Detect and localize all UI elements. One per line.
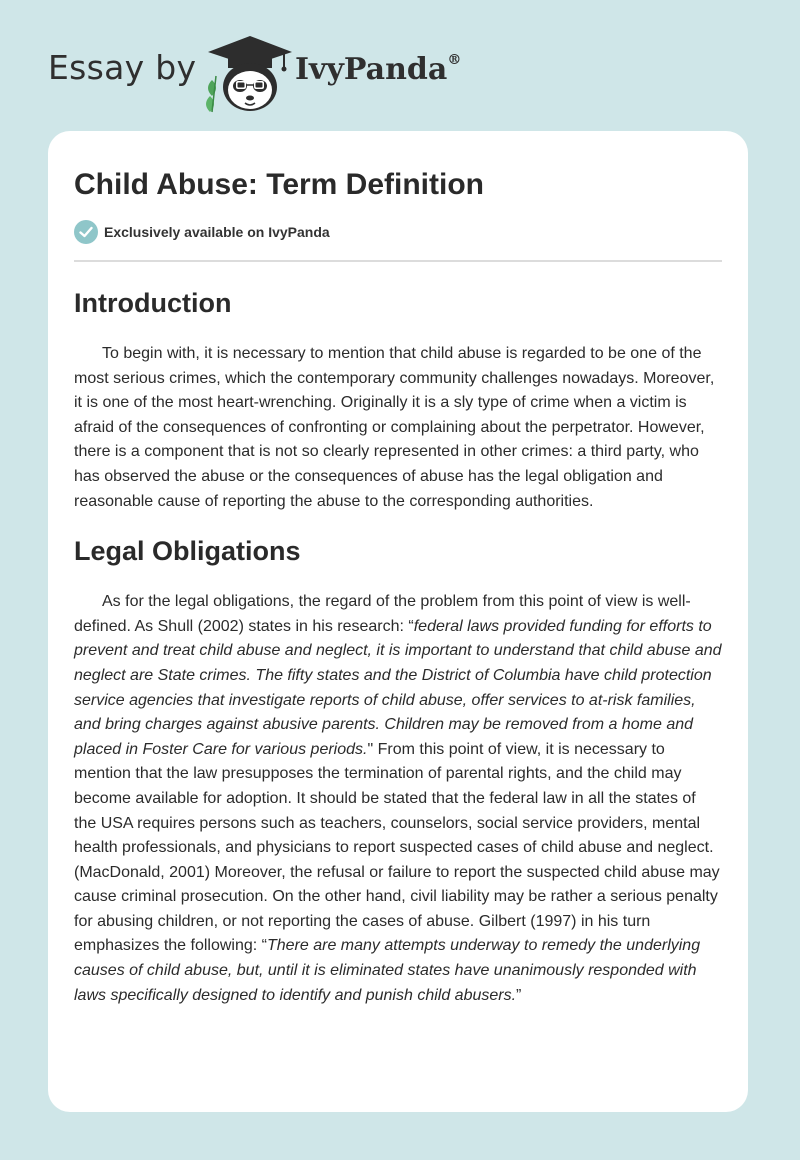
brand-name [295,52,461,87]
quote-gilbert: There are many attempts underway to remedy the underlying causes of child abuse, but, until it is eliminated states have unanimously responded with laws specifically designed to identify and punish child abusers. [74,937,701,1004]
site-header [0,0,800,130]
registered-mark: ® [447,52,462,68]
section-paragraph-introduction: To begin with, it is necessary to mention that child abuse is regarded to be one of the most serious crimes, which the contemporary community challenges nowadays. Moreover, it is one of the most heart-wrenching. Originally it is a sly type of crime when a victim is afraid of the consequences of confronting or complaining about the perpetrator. However, there is a component that is not so clearly represented in other crimes: a third party, who has observed the abuse or the consequences of abuse has the legal obligation and reasonable cause of reporting the abuse to the corresponding authorities. [74,345,715,510]
brand-name-text: IvyPanda [295,52,448,87]
divider [74,260,722,262]
paragraph-text: " From this point of view, it is necessary to mention that the law presupposes the termination of parental rights, and the child may become available for adoption. It should be stated that the federal law in all the states of the USA requires persons such as teachers, counselors, social service providers, mental health professionals, and physicians to report suspected cases of child abuse and neglect. (MacDonald, 2001) Moreover, the refusal or failure to report the suspected child abuse may cause criminal prosecution. On the other hand, civil liability may be rather a serious penalty for abusing children, or not reporting the cases of abuse. Gilbert (1997) in his turn emphasizes the following: “ [74,740,720,955]
section-heading-legal-obligations: Legal Obligations [74,536,301,567]
section-heading-introduction: Introduction [74,288,232,318]
paragraph-text: As for the legal obligations, the regard of the problem from this point of view is well-defined. As Shull (2002) states in his research: “ [74,593,691,635]
check-icon [74,220,98,244]
exclusive-badge [74,220,722,244]
article-title: Child Abuse: Term Definition [74,168,484,201]
article-card [48,131,748,1112]
paragraph-text: ” [516,986,522,1004]
section-paragraph-legal-obligations [74,590,722,1008]
ivypanda-logo-icon[interactable] [198,32,294,116]
quote-shull: federal laws provided funding for efforts to prevent and treat child abuse and neglect, it is important to understand that child abuse and neglect are State crimes. The fifty states and the District of Columbia have child protection service agencies that investigate reports of child abuse, offer services to at-risk families, and bring charges against abusive parents. Children may be removed from a home and placed in Foster Care for various periods. [74,617,722,758]
essay-by-label: Essay by [48,48,197,87]
exclusive-badge-label: Exclusively available on IvyPanda [104,224,330,240]
